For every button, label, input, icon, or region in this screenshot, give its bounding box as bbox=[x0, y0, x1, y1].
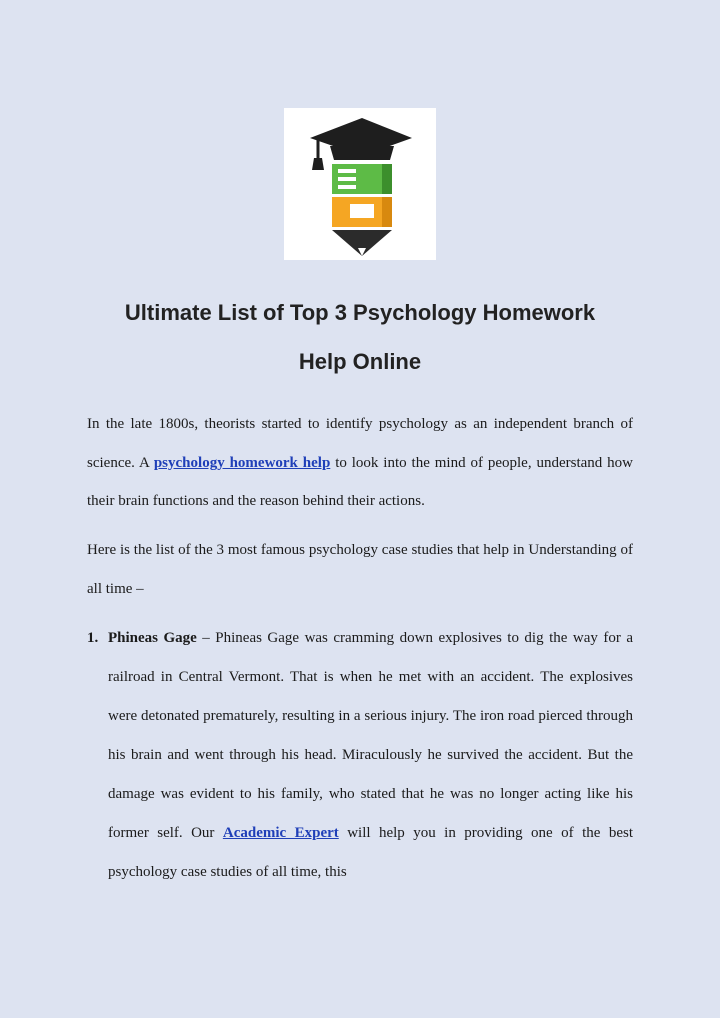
list-item-text-before-link: – Phineas Gage was cramming down explosives to dig the way for a railroad in Central Vermont. That is when he met with an accident. The explosives were detonated prematurely, resulting in a serious injury. The iron road pierced through his brain and went through his head. Miraculously he survived the accident. But the damage was evident to his family, who stated that he was no longer acting like his former self. Our bbox=[108, 630, 633, 841]
intro-text-after-link: to look into the mind of people, understand how their brain functions and the reason behind their actions. bbox=[87, 454, 633, 509]
page-title-line-2: Help Online bbox=[298, 349, 422, 374]
list-item bbox=[87, 619, 633, 892]
page-title-line-1: Ultimate List of Top 3 Psychology Homework bbox=[124, 300, 596, 325]
academic-expert-link[interactable]: Academic Expert bbox=[222, 825, 339, 841]
intro-text-before-link: In the late 1800s, theorists started to identify psychology as an independent branch of science. A bbox=[87, 416, 633, 471]
list-item-term: Phineas Gage bbox=[108, 630, 197, 646]
intro-paragraph bbox=[87, 405, 633, 521]
logo bbox=[284, 108, 436, 260]
list-intro-paragraph: Here is the list of the 3 most famous psychology case studies that help in Understanding of all time – bbox=[87, 542, 633, 597]
case-study-list bbox=[87, 619, 633, 892]
list-item-number: 1. bbox=[87, 630, 99, 646]
psychology-homework-help-link[interactable]: psychology homework help bbox=[153, 454, 331, 471]
list-item-text-after-link: will help you in providing one of the best psychology case studies of all time, this bbox=[108, 825, 633, 880]
graduation-cap-pencil-icon bbox=[284, 108, 436, 260]
list-item-body bbox=[108, 619, 633, 892]
